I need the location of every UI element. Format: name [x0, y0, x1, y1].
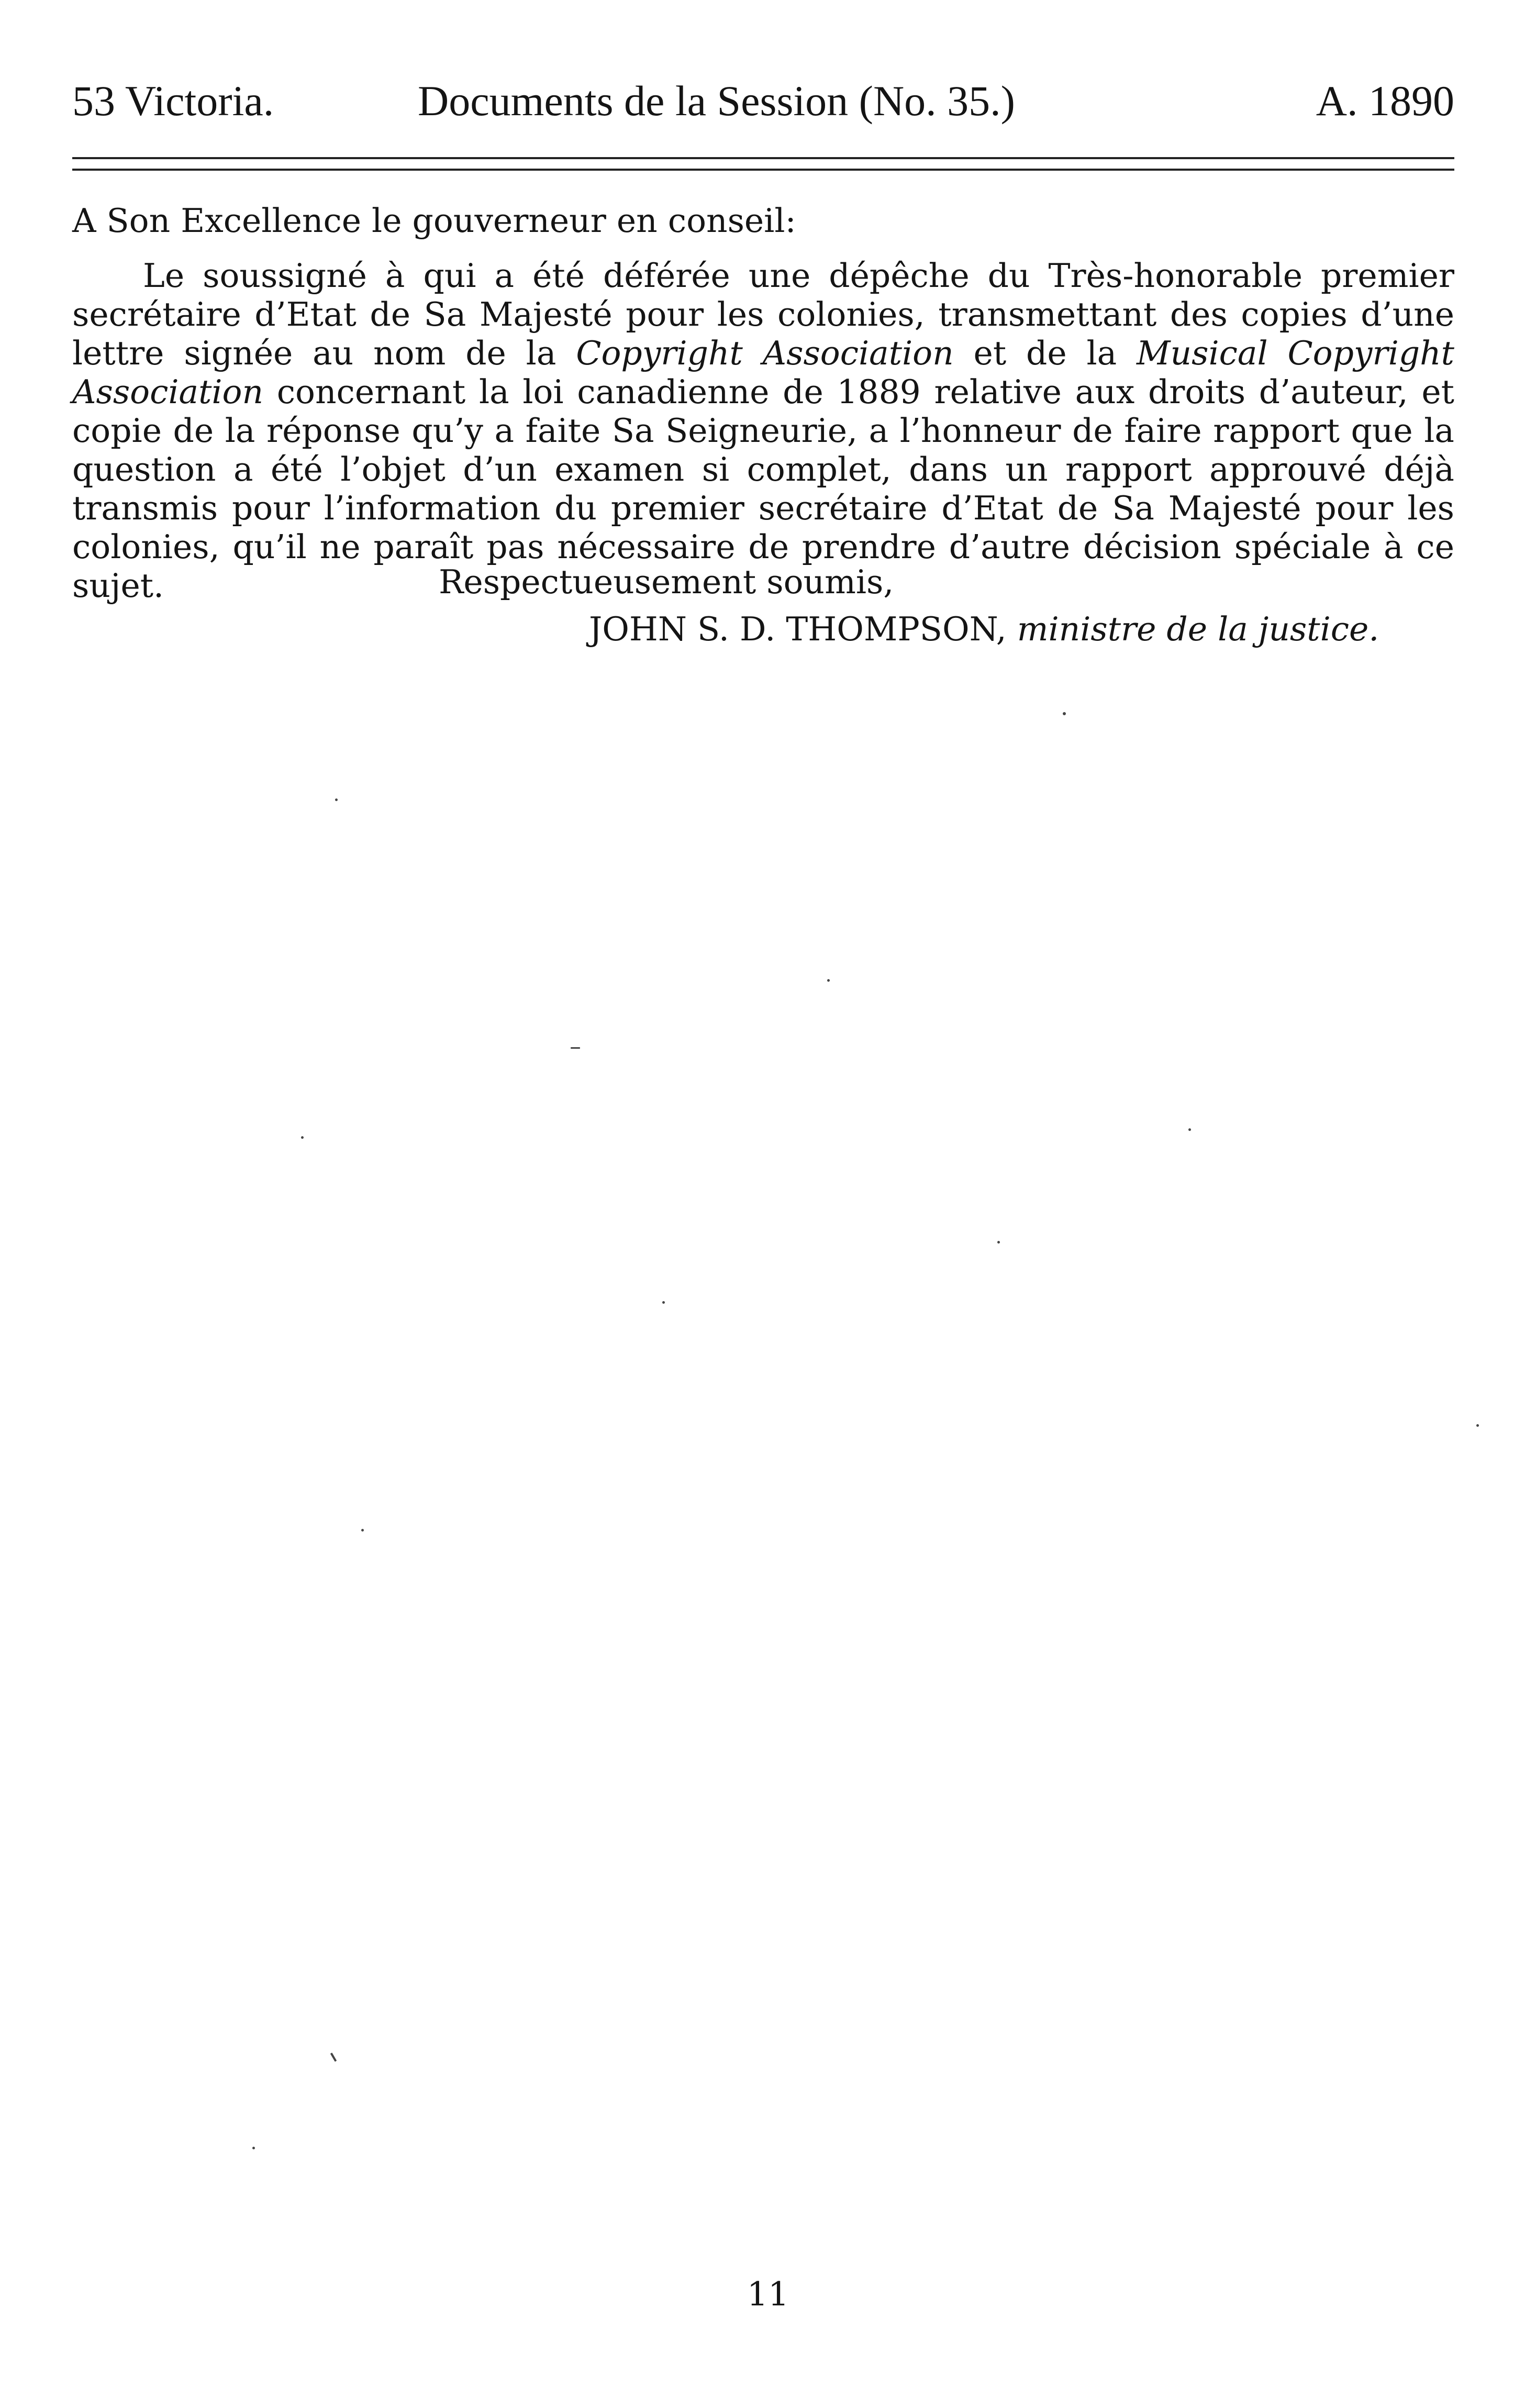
scan-speck — [571, 1047, 580, 1049]
scan-speck — [301, 1136, 304, 1139]
paragraph-italic-1: Copyright Association — [576, 334, 954, 372]
closing-line: Respectueusement soumis, — [439, 563, 894, 601]
page-number: 11 — [747, 2275, 789, 2313]
paragraph-italic-2: Musical Copyright Association — [72, 334, 1454, 411]
report-paragraph — [72, 257, 1454, 605]
signatory-name: JOHN S. D. THOMPSON, — [589, 610, 1007, 648]
header-volume: 53 Victoria. — [72, 77, 274, 125]
header-rule-bottom — [72, 169, 1454, 171]
scan-speck — [1188, 1128, 1191, 1131]
scan-speck — [335, 798, 338, 801]
scan-speck — [662, 1301, 665, 1304]
header-year: A. 1890 — [1316, 77, 1454, 125]
header-rule-top — [72, 157, 1454, 159]
paragraph-text-1: Le soussigné à qui a été déférée une dépêche du Très-honorable premier secrétaire d’Etat de Sa Majesté pour les colonies, transmettant des copies d’une lettre signée au nom de la — [72, 257, 1454, 372]
scan-speck — [997, 1241, 1000, 1244]
header-title: Documents de la Session (No. 35.) — [418, 77, 1015, 125]
running-header — [72, 72, 1454, 130]
scan-speck — [1063, 712, 1066, 715]
scan-speck — [330, 2052, 337, 2062]
paragraph-text-3: concernant la loi canadienne de 1889 relative aux droits d’auteur, et copie de la réponse qu’y a faite Sa Seigneurie, a l’honneur de faire rapport que la question a été l’objet d’un examen si complet, dans un rapport approuvé déjà transmis pour l’information du premier secrétaire d’Etat de Sa Majesté pour les colonies, qu’il ne paraît pas nécessaire de prendre d’autre décision spéciale à ce sujet. — [72, 373, 1454, 605]
scan-speck — [252, 2147, 255, 2149]
paragraph-text-2: et de la — [953, 334, 1137, 372]
scan-speck — [827, 979, 830, 982]
scan-speck — [361, 1529, 364, 1532]
scan-speck — [1476, 1424, 1479, 1427]
signatory-title: ministre de la justice. — [1017, 610, 1379, 648]
salutation: A Son Excellence le gouverneur en conseil: — [72, 202, 796, 240]
signature-block — [589, 610, 1379, 649]
